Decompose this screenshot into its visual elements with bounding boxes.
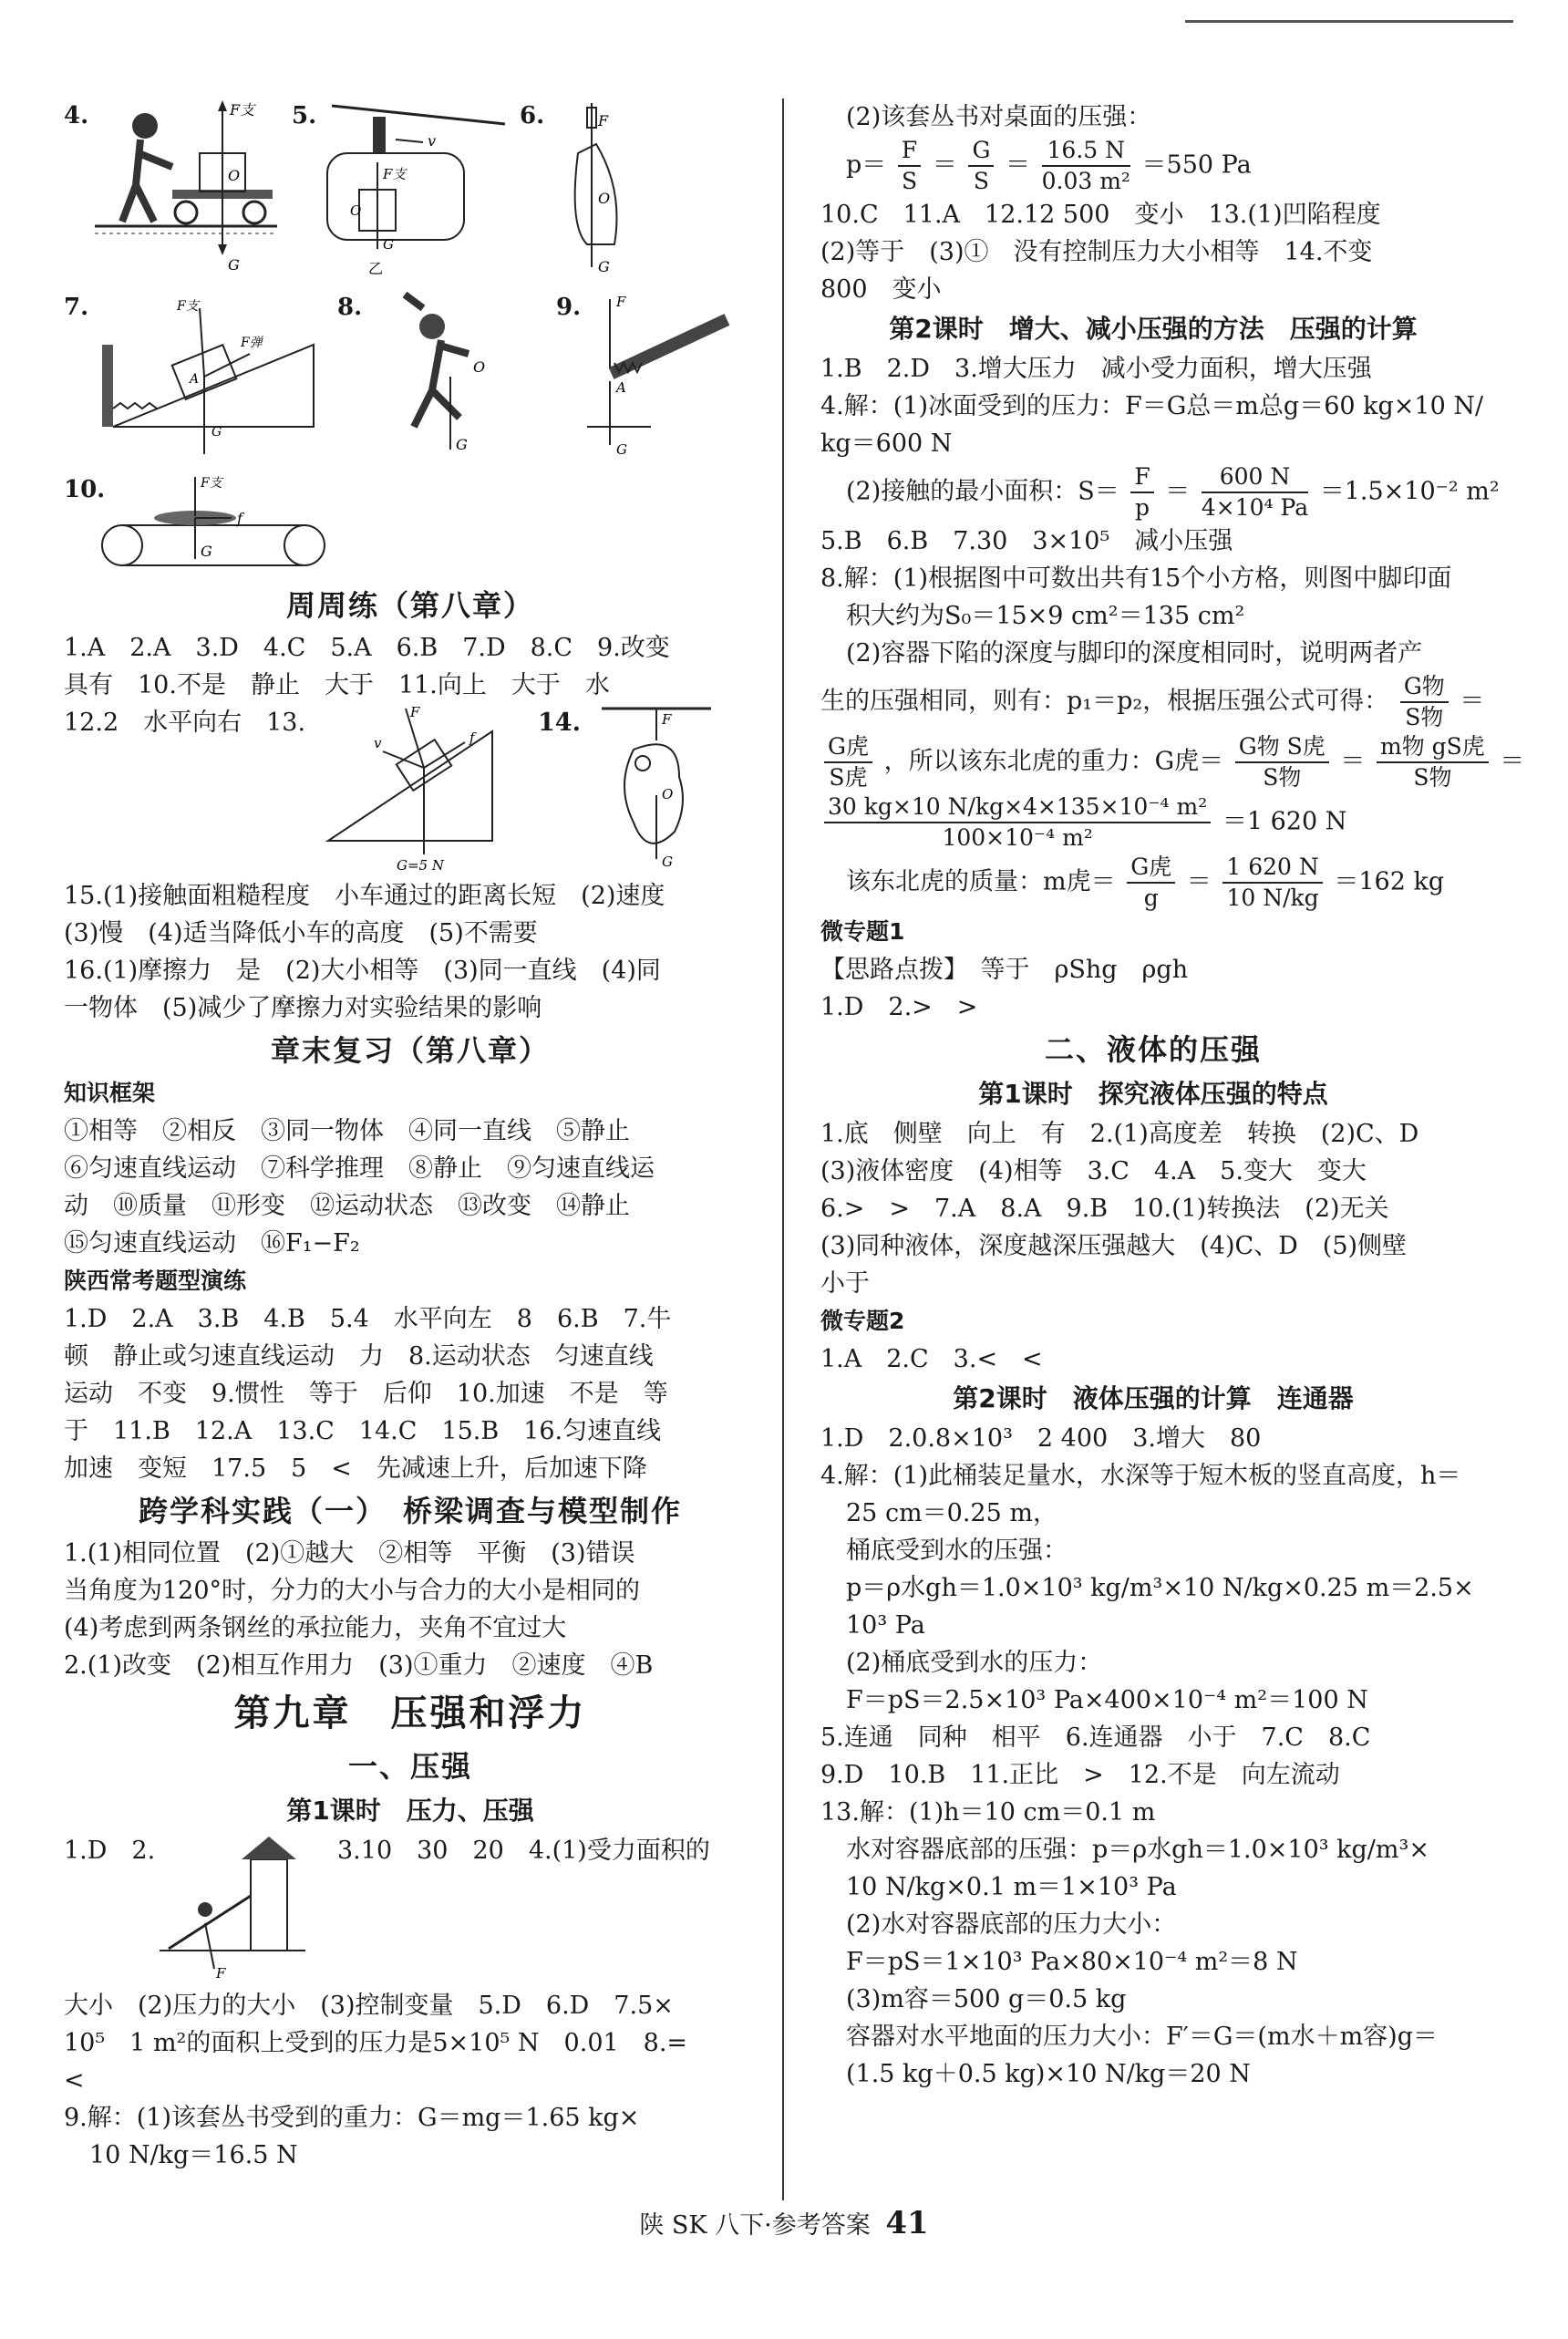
answer-line: 于 11.B 12.A 13.C 14.C 15.B 16.匀速直线: [64, 1417, 662, 1445]
denominator: S: [973, 168, 989, 194]
eq-text: ＝: [1165, 477, 1191, 506]
figure-number: 5.: [292, 102, 317, 129]
section-title-zhouzhoulian: 周周练（第八章）: [285, 588, 534, 623]
eq-text: ＝1 620 N: [1222, 807, 1347, 836]
answer-line: 1.D 2.: [64, 1837, 156, 1865]
answer-line: F＝pS＝2.5×10³ Pa×400×10⁻⁴ m²＝100 N: [846, 1686, 1368, 1714]
answer-line: 【思路点拨】 等于 ρShg ρgh: [820, 956, 1189, 984]
numerator: G物 S虎: [1235, 732, 1329, 763]
answer-line: 10.C 11.A 12.12 500 变小 13.(1)凹陷程度: [820, 201, 1381, 229]
gravity-label: G: [662, 854, 673, 870]
answer-line: 10 N/kg×0.1 m＝1×10³ Pa: [846, 1873, 1177, 1901]
center-label: O: [350, 202, 362, 219]
gravity-label: G: [383, 236, 394, 253]
numerator: F: [898, 136, 921, 167]
answer-line: F＝pS＝1×10³ Pa×80×10⁻⁴ m²＝8 N: [846, 1948, 1298, 1976]
gravity-label: G=5 N: [397, 857, 444, 873]
subsection-title: 知识框架: [64, 1080, 156, 1106]
figure-5: [292, 98, 520, 281]
answer-line: (2)桶底受到水的压力：: [846, 1649, 1103, 1677]
fraction: [1127, 853, 1175, 913]
answer-line: (3)液体密度 (4)相等 3.C 4.A 5.变大 变大: [820, 1157, 1367, 1185]
gravity-label: G: [228, 256, 240, 274]
figure-number: 4.: [64, 102, 89, 129]
eq-text: p＝: [846, 150, 887, 180]
figure-7: [64, 290, 337, 463]
answer-line: (2)水对容器底部的压力大小：: [846, 1910, 1177, 1939]
eq-text: ＝550 Pa: [1141, 150, 1252, 180]
micro-topic-title: 微专题1: [820, 918, 905, 945]
answer-line: 水对容器底部的压强：p＝ρ水gh＝1.0×10³ kg/m³×: [846, 1836, 1429, 1864]
answer-line: 桶底受到水的压强：: [846, 1537, 1068, 1565]
figure-9: [556, 290, 757, 463]
spring-force-label: F弹: [241, 336, 263, 350]
equation-line: [820, 792, 1486, 853]
answer-line: (2)等于 (3)① 没有控制压力大小相等 14.不变: [820, 238, 1373, 266]
lesson-title: 第1课时 探究液体压强的特点: [978, 1079, 1328, 1109]
fraction: [1130, 462, 1153, 523]
answer-line: 9.解：(1)该套丛书受到的重力：G＝mg＝1.65 kg×: [64, 2104, 640, 2132]
velocity-label: v: [428, 132, 437, 150]
eq-text: ＝: [1500, 747, 1525, 776]
answer-line: 1.B 2.D 3.增大压力 减小受力面积，增大压强: [820, 355, 1372, 383]
section-title-yeti: 二、液体的压强: [1044, 1032, 1262, 1067]
denominator: p: [1135, 494, 1150, 521]
answer-line: 4.解：(1)此桶装足量水，水深等于短木板的竖直高度，h＝: [820, 1462, 1461, 1490]
answer-line: 一物体 (5)减少了摩擦力对实验结果的影响: [64, 994, 542, 1022]
eq-text: (2)接触的最小面积：S＝: [846, 477, 1119, 506]
fraction: [1235, 732, 1329, 792]
answer-line: 积大约为S₀＝15×9 cm²＝135 cm²: [846, 602, 1245, 630]
section-title-zhangmo: 章末复习（第八章）: [270, 1033, 550, 1068]
right-column: [820, 98, 1525, 2093]
answer-line: 运动 不变 9.惯性 等于 后仰 10.加速 不是 等: [64, 1380, 668, 1408]
answer-line: 10 N/kg＝16.5 N: [89, 2141, 298, 2169]
fraction: [1202, 462, 1308, 523]
denominator: S虎: [829, 764, 868, 791]
denominator: 10 N/kg: [1226, 885, 1319, 911]
answer-line: (1.5 kg＋0.5 kg)×10 N/kg＝20 N: [846, 2060, 1251, 2088]
answer-line: 3.10 30 20 4.(1)受力面积的: [337, 1837, 710, 1865]
numerator: m物 gS虎: [1377, 732, 1489, 763]
answer-line: 8.解：(1)根据图中可数出共有15个小方格，则图中脚印面: [820, 564, 1452, 593]
equation-line: [820, 732, 1525, 792]
answer-line: 800 变小: [820, 275, 942, 304]
numerator: G: [968, 136, 994, 167]
answer-13-14-block: [64, 704, 757, 877]
subsection-title: 陕西常考题型演练: [64, 1268, 247, 1294]
answer-line: ⑮匀速直线运动 ⑯F₁−F₂: [64, 1229, 360, 1257]
answer-line: 10³ Pa: [846, 1611, 925, 1640]
answer-2-figure-block: [64, 1832, 757, 1987]
eq-text: 生的压强相同，则有：p₁＝p₂，根据压强公式可得：: [820, 687, 1389, 716]
fraction: [1222, 853, 1322, 913]
eq-text: 该东北虎的质量：m虎＝: [846, 867, 1116, 896]
equation-line: [820, 462, 1500, 523]
eq-text: ＝162 kg: [1334, 867, 1445, 896]
center-label: O: [598, 190, 611, 207]
gravity-label: G: [201, 543, 212, 560]
answer-line: 10⁵ 1 m²的面积上受到的压力是5×10⁵ N 0.01 8.=: [64, 2029, 688, 2057]
figure-row-1: [64, 98, 757, 290]
figure-6: [520, 98, 729, 281]
answer-line: <: [64, 2066, 85, 2095]
figure-number: 14.: [538, 709, 581, 737]
answer-line: (2)容器下陷的深度与脚印的深度相同时，说明两者产: [846, 639, 1423, 668]
numerator: G物: [1400, 672, 1449, 703]
answer-line: 16.(1)摩擦力 是 (2)大小相等 (3)同一直线 (4)同: [64, 957, 661, 985]
figure-5-drawing: [323, 98, 514, 281]
numerator: G虎: [1127, 853, 1175, 884]
force-label: F: [662, 711, 672, 728]
figure-9-drawing: [587, 290, 751, 463]
answer-line: 小于: [820, 1269, 870, 1298]
eq-text: ，所以该东北虎的重力：G虎＝: [883, 747, 1224, 776]
figure-row-3: [64, 472, 757, 582]
answer-line: 1.D 2.A 3.B 4.B 5.4 水平向左 8 6.B 7.牛: [64, 1305, 672, 1333]
page-number: 41: [885, 2205, 929, 2241]
section-title-kuaxueke: 跨学科实践（一） 桥梁调查与模型制作: [138, 1494, 682, 1528]
fraction: [1400, 672, 1449, 732]
lesson-title: 第1课时 压力、压强: [286, 1796, 534, 1826]
center-label: O: [228, 167, 241, 184]
section-title-yaqiang: 一、压强: [347, 1749, 472, 1784]
figure-13-drawing: [319, 704, 501, 873]
eq-text: ＝: [1006, 150, 1031, 180]
denominator: 100×10⁻⁴ m²: [942, 824, 1093, 851]
fraction: [898, 136, 921, 196]
answer-line: 2.(1)改变 (2)相互作用力 (3)①重力 ②速度 ④B: [64, 1651, 654, 1680]
gravity-label: G: [211, 425, 222, 440]
force-label: F支: [230, 101, 255, 119]
subfigure-label: 乙: [368, 260, 384, 277]
answer-line: 1.(1)相同位置 (2)①越大 ②相等 平衡 (3)错误: [64, 1539, 635, 1568]
denominator: 4×10⁴ Pa: [1201, 494, 1309, 521]
equation-line: [820, 136, 1486, 196]
eq-text: ＝: [932, 150, 957, 180]
answer-line: 13.解：(1)h＝10 cm＝0.1 m: [820, 1798, 1156, 1827]
denominator: S物: [1405, 704, 1444, 730]
answer-line: (3)同种液体，深度越深压强越大 (4)C、D (5)侧壁: [820, 1232, 1408, 1260]
answer-line: 4.解：(1)冰面受到的压力：F＝G总＝m总g＝60 kg×10 N/: [820, 392, 1484, 420]
figure-number: 7.: [64, 294, 89, 321]
answer-line: 1.A 2.C 3.< <: [820, 1345, 1043, 1373]
force-label: F支: [383, 166, 407, 182]
numerator: G虎: [824, 732, 872, 763]
answer-line: 6.> > 7.A 8.A 9.B 10.(1)转换法 (2)无关: [820, 1195, 1389, 1223]
answer-line: 15.(1)接触面粗糙程度 小车通过的距离长短 (2)速度: [64, 882, 665, 910]
fraction: [824, 732, 872, 792]
figure-6-drawing: [551, 98, 724, 281]
answer-line: 5.B 6.B 7.30 3×10⁵ 减小压强: [820, 527, 1233, 555]
equation-line: [820, 853, 1486, 913]
eq-text: ＝: [1186, 867, 1212, 896]
figure-number: 9.: [556, 294, 582, 321]
figure-4-drawing: [95, 98, 286, 281]
answer-line: 容器对水平地面的压力大小：F′＝G＝(m水＋m容)g＝: [846, 2023, 1438, 2051]
denominator: S物: [1413, 764, 1452, 791]
answer-line: p＝ρ水gh＝1.0×10³ kg/m³×10 N/kg×0.25 m＝2.5×: [846, 1574, 1474, 1602]
fraction: [1377, 732, 1489, 792]
top-rule: [1185, 20, 1513, 23]
friction-label: f: [237, 510, 242, 527]
answer-line: 加速 变短 17.5 5 < 先减速上升，后加速下降: [64, 1454, 647, 1483]
point-label: A: [616, 379, 626, 396]
denominator: S物: [1263, 764, 1302, 791]
answer-line: 12.2 水平向右 13.: [64, 709, 306, 737]
numerator: F: [1130, 462, 1153, 493]
force-label: F支: [177, 299, 199, 314]
numerator: 16.5 N: [1042, 136, 1130, 167]
force-label: F: [410, 704, 420, 720]
answer-line: ①相等 ②相反 ③同一物体 ④同一直线 ⑤静止: [64, 1117, 630, 1145]
figure-7-drawing: [95, 290, 332, 463]
answer-line: 大小 (2)压力的大小 (3)控制变量 5.D 6.D 7.5×: [64, 1992, 674, 2020]
answer-line: (3)慢 (4)适当降低小车的高度 (5)不需要: [64, 919, 538, 947]
equation-line: [820, 672, 1486, 732]
numerator: 1 620 N: [1222, 853, 1322, 884]
figure-14-drawing: [593, 704, 738, 873]
force-label: F: [216, 1965, 226, 1982]
answer-line: (3)m容＝500 g＝0.5 kg: [846, 1985, 1127, 2013]
answer-line: 当角度为120°时，分力的大小与合力的大小是相同的: [64, 1577, 641, 1605]
gravity-label: G: [598, 258, 610, 275]
lesson-title: 第2课时 液体压强的计算 连通器: [953, 1383, 1354, 1413]
force-label: F支: [201, 476, 222, 491]
page-footer: [0, 2205, 1568, 2241]
denominator: 0.03 m²: [1041, 168, 1130, 194]
fraction: [1042, 136, 1130, 196]
chapter-title: 第九章 压强和浮力: [233, 1692, 587, 1734]
figure-number: 8.: [337, 294, 363, 321]
friction-label: f: [469, 730, 475, 746]
answer-line: 具有 10.不是 静止 大于 11.向上 大于 水: [64, 671, 610, 699]
figure-4: [64, 98, 292, 281]
denominator: S: [902, 168, 918, 194]
answer-line: 1.A 2.A 3.D 4.C 5.A 6.B 7.D 8.C 9.改变: [64, 634, 670, 662]
figure-10: [64, 472, 374, 577]
gravity-label: G: [616, 441, 627, 458]
eq-text: ＝: [1460, 687, 1485, 716]
numerator: 30 kg×10 N/kg×4×135×10⁻⁴ m²: [824, 792, 1211, 823]
figure-8: [337, 290, 556, 463]
micro-topic-title: 微专题2: [820, 1308, 905, 1334]
figure-number: 10.: [64, 476, 106, 503]
velocity-label: v: [374, 735, 382, 751]
eq-text: ＝: [1340, 747, 1366, 776]
fraction: [824, 792, 1211, 853]
figure-row-2: [64, 290, 757, 472]
center-label: O: [473, 358, 486, 376]
force-label: F: [616, 294, 626, 310]
answer-line: 1.底 侧壁 向上 有 2.(1)高度差 转换 (2)C、D: [820, 1120, 1419, 1148]
column-divider: [782, 98, 784, 2200]
answer-line: 1.D 2.> >: [820, 993, 978, 1021]
fraction: [968, 136, 994, 196]
answer-line: 9.D 10.B 11.正比 > 12.不是 向左流动: [820, 1761, 1340, 1789]
figure-2-drawing: [150, 1832, 315, 1982]
figure-8-drawing: [368, 290, 551, 463]
lesson-title: 第2课时 增大、减小压强的方法 压强的计算: [889, 314, 1418, 344]
figure-10-drawing: [95, 472, 368, 577]
answer-line: (2)该套丛书对桌面的压强：: [846, 103, 1152, 131]
left-column: [64, 98, 757, 2174]
eq-text: ＝1.5×10⁻² m²: [1319, 477, 1500, 506]
answer-line: 顿 静止或匀速直线运动 力 8.运动状态 匀速直线: [64, 1342, 654, 1371]
figure-number: 6.: [520, 102, 545, 129]
answer-line: 5.连通 同种 相平 6.连通器 小于 7.C 8.C: [820, 1723, 1371, 1752]
answer-line: 动 ⑩质量 ⑪形变 ⑫运动状态 ⑬改变 ⑭静止: [64, 1192, 630, 1220]
numerator: 600 N: [1202, 462, 1308, 493]
answer-line: kg＝600 N: [820, 430, 953, 458]
gravity-label: G: [456, 436, 468, 453]
force-label: F: [598, 112, 609, 129]
center-label: O: [662, 786, 674, 802]
denominator: g: [1143, 885, 1159, 911]
footer-text: 陕 SK 八下·参考答案: [639, 2211, 871, 2240]
answer-line: 1.D 2.0.8×10³ 2 400 3.增大 80: [820, 1424, 1262, 1453]
answer-line: (4)考虑到两条钢丝的承拉能力，夹角不宜过大: [64, 1614, 567, 1642]
answer-line: ⑥匀速直线运动 ⑦科学推理 ⑧静止 ⑨匀速直线运: [64, 1154, 655, 1183]
point-label: A: [190, 372, 200, 387]
answer-line: 25 cm＝0.25 m，: [846, 1499, 1057, 1527]
